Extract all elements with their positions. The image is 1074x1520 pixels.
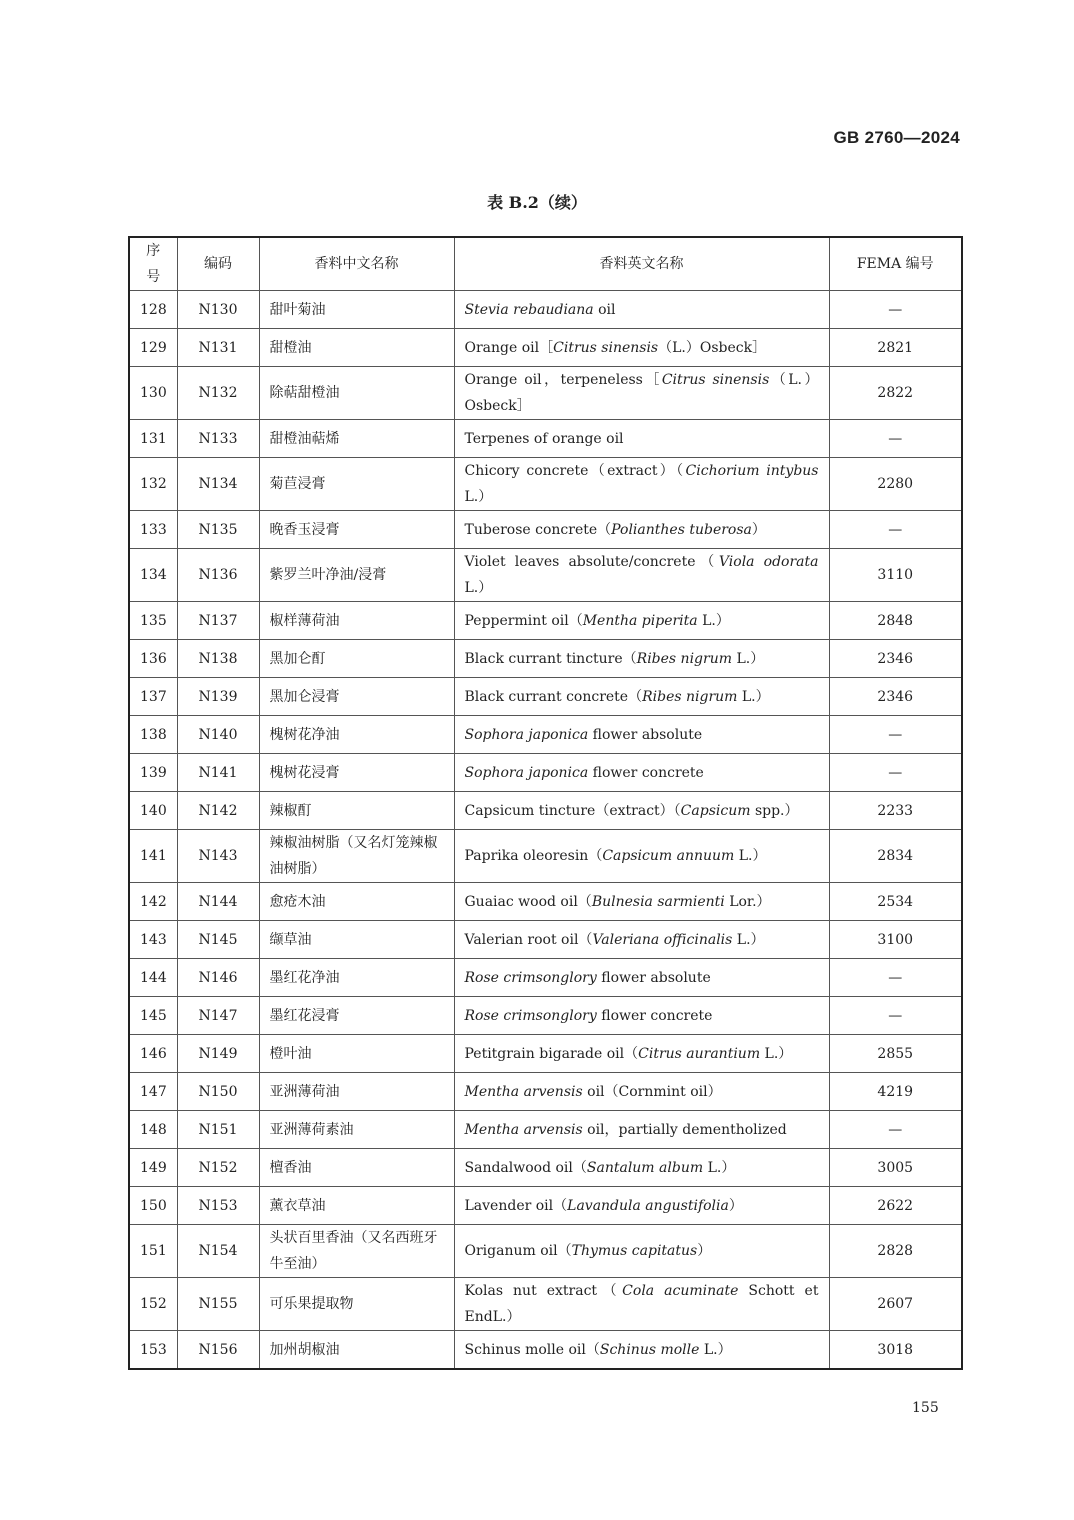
cell-fema: — <box>829 959 962 997</box>
cell-code: N145 <box>177 921 259 959</box>
en-text: L.） <box>734 848 767 864</box>
cell-no: 145 <box>129 997 177 1035</box>
en-text: Paprika oleoresin（ <box>464 848 603 864</box>
cell-fema: 3005 <box>829 1149 962 1187</box>
table-row <box>129 883 962 921</box>
en-text: spp.） <box>750 802 799 819</box>
cell-no: 129 <box>129 329 177 367</box>
table-row <box>129 1073 962 1111</box>
table-row <box>129 1331 962 1370</box>
cell-fema: 2233 <box>829 792 962 830</box>
en-text: flower concrete <box>596 1007 713 1024</box>
table-row <box>129 367 962 420</box>
col-header-code: 编码 <box>177 237 259 291</box>
table-row <box>129 921 962 959</box>
table-row <box>129 1187 962 1225</box>
cell-no: 132 <box>129 458 177 511</box>
table-row <box>129 1111 962 1149</box>
cell-fema: 3100 <box>829 921 962 959</box>
latin-name: Santalum album <box>586 1159 704 1176</box>
en-text: Orange oil［ <box>464 339 554 356</box>
cell-en-name <box>454 883 829 921</box>
en-text: L.） <box>737 688 770 705</box>
cell-no: 128 <box>129 291 177 329</box>
cell-code: N151 <box>177 1111 259 1149</box>
en-text: L.） <box>464 580 493 596</box>
cell-en-name <box>454 1187 829 1225</box>
cell-code: N138 <box>177 640 259 678</box>
cell-code: N141 <box>177 754 259 792</box>
cell-fema: 2828 <box>829 1225 962 1278</box>
cell-en-name <box>454 1073 829 1111</box>
cell-no: 138 <box>129 716 177 754</box>
cell-code: N149 <box>177 1035 259 1073</box>
latin-name: Cola acuminate <box>622 1283 739 1299</box>
cell-en-name <box>454 921 829 959</box>
col-header-cn-name: 香料中文名称 <box>259 237 454 291</box>
cell-no: 150 <box>129 1187 177 1225</box>
cell-no: 137 <box>129 678 177 716</box>
en-text: Schinus molle oil（ <box>464 1341 600 1358</box>
latin-name: Mentha arvensis <box>464 1083 583 1100</box>
cell-code: N152 <box>177 1149 259 1187</box>
cell-cn-name: 菊苣浸膏 <box>259 458 454 511</box>
cell-en-name <box>454 458 829 511</box>
table-row <box>129 1225 962 1278</box>
cell-code: N136 <box>177 549 259 602</box>
table-row <box>129 511 962 549</box>
cell-code: N132 <box>177 367 259 420</box>
cell-fema: 2346 <box>829 678 962 716</box>
cell-no: 142 <box>129 883 177 921</box>
en-text: Guaiac wood oil（ <box>464 893 592 910</box>
cell-no: 144 <box>129 959 177 997</box>
table-row <box>129 420 962 458</box>
table-row <box>129 959 962 997</box>
cell-fema: 2622 <box>829 1187 962 1225</box>
cell-cn-name: 头状百里香油（又名西班牙牛至油） <box>259 1225 454 1278</box>
table-row <box>129 997 962 1035</box>
cell-cn-name: 晚香玉浸膏 <box>259 511 454 549</box>
flavor-table <box>128 236 963 1370</box>
cell-no: 131 <box>129 420 177 458</box>
en-text: （L.）Osbeck］ <box>464 372 819 414</box>
cell-cn-name: 墨红花浸膏 <box>259 997 454 1035</box>
cell-fema: 3018 <box>829 1331 962 1370</box>
cell-fema: 2848 <box>829 602 962 640</box>
cell-fema: 2280 <box>829 458 962 511</box>
cell-en-name <box>454 291 829 329</box>
cell-fema: 2834 <box>829 830 962 883</box>
cell-code: N153 <box>177 1187 259 1225</box>
cell-cn-name: 檀香油 <box>259 1149 454 1187</box>
cell-code: N143 <box>177 830 259 883</box>
cell-fema: 2855 <box>829 1035 962 1073</box>
latin-name: Bulnesia sarmienti <box>591 893 725 910</box>
latin-name: Stevia rebaudiana <box>464 301 594 318</box>
cell-cn-name: 椒样薄荷油 <box>259 602 454 640</box>
cell-en-name <box>454 1331 829 1370</box>
cell-cn-name: 黑加仑酊 <box>259 640 454 678</box>
cell-en-name <box>454 602 829 640</box>
cell-cn-name: 辣椒酊 <box>259 792 454 830</box>
en-text: Orange oil，terpeneless［ <box>464 372 662 388</box>
cell-cn-name: 辣椒油树脂（又名灯笼辣椒油树脂） <box>259 830 454 883</box>
cell-code: N156 <box>177 1331 259 1370</box>
cell-en-name <box>454 678 829 716</box>
latin-name: Rose crimsonglory <box>464 1007 597 1024</box>
cell-en-name <box>454 997 829 1035</box>
cell-en-name <box>454 792 829 830</box>
latin-name: Mentha arvensis <box>464 1121 583 1138</box>
cell-fema: 2821 <box>829 329 962 367</box>
en-text: Lor.） <box>724 893 771 910</box>
table-header-row <box>129 237 962 291</box>
en-text: oil（Cornmint oil） <box>582 1083 722 1100</box>
en-text: ） <box>728 1197 743 1214</box>
en-text: flower absolute <box>588 726 703 743</box>
cell-no: 149 <box>129 1149 177 1187</box>
cell-fema: 4219 <box>829 1073 962 1111</box>
cell-en-name <box>454 959 829 997</box>
cell-en-name <box>454 1035 829 1073</box>
cell-no: 141 <box>129 830 177 883</box>
cell-code: N150 <box>177 1073 259 1111</box>
en-text: Black currant tincture（ <box>464 650 637 667</box>
cell-no: 130 <box>129 367 177 420</box>
cell-fema: — <box>829 754 962 792</box>
table-body <box>129 291 962 1370</box>
table-row <box>129 549 962 602</box>
latin-name: Thymus capitatus <box>571 1243 698 1259</box>
en-text: L.） <box>732 931 765 948</box>
cell-cn-name: 可乐果提取物 <box>259 1278 454 1331</box>
table-row <box>129 1278 962 1331</box>
en-text: Sandalwood oil（ <box>464 1159 587 1176</box>
cell-code: N146 <box>177 959 259 997</box>
en-text: Petitgrain bigarade oil（ <box>464 1045 639 1062</box>
cell-code: N140 <box>177 716 259 754</box>
table-row <box>129 830 962 883</box>
table-row <box>129 329 962 367</box>
cell-en-name <box>454 511 829 549</box>
latin-name: Ribes nigrum <box>642 688 738 705</box>
cell-no: 147 <box>129 1073 177 1111</box>
cell-no: 140 <box>129 792 177 830</box>
latin-name: Viola odorata <box>718 554 819 570</box>
cell-cn-name: 愈疮木油 <box>259 883 454 921</box>
cell-en-name <box>454 1111 829 1149</box>
cell-code: N135 <box>177 511 259 549</box>
table-row <box>129 640 962 678</box>
en-text: ） <box>697 1243 712 1259</box>
cell-en-name <box>454 754 829 792</box>
latin-name: Sophora japonica <box>464 764 589 781</box>
en-text: L.） <box>760 1045 793 1062</box>
en-text: Lavender oil（ <box>464 1197 568 1214</box>
cell-fema: 2346 <box>829 640 962 678</box>
latin-name: Cichorium intybus <box>685 463 819 479</box>
cell-no: 153 <box>129 1331 177 1370</box>
en-text: Valerian root oil（ <box>464 931 593 948</box>
cell-en-name <box>454 549 829 602</box>
cell-cn-name: 加州胡椒油 <box>259 1331 454 1370</box>
cell-en-name <box>454 830 829 883</box>
table-row <box>129 602 962 640</box>
en-text: Black currant concrete（ <box>464 688 643 705</box>
en-text: Chicory concrete（extract）（ <box>464 463 686 479</box>
en-text: flower absolute <box>596 969 711 986</box>
cell-cn-name: 亚洲薄荷油 <box>259 1073 454 1111</box>
latin-name: Capsicum <box>680 802 751 819</box>
latin-name: Capsicum annuum <box>602 848 735 864</box>
latin-name: Citrus sinensis <box>553 339 659 356</box>
cell-no: 151 <box>129 1225 177 1278</box>
cell-en-name <box>454 329 829 367</box>
en-text: Origanum oil（ <box>464 1243 572 1259</box>
cell-cn-name: 甜叶菊油 <box>259 291 454 329</box>
cell-code: N144 <box>177 883 259 921</box>
table-row <box>129 458 962 511</box>
latin-name: Schinus molle <box>599 1341 700 1358</box>
cell-fema: 2607 <box>829 1278 962 1331</box>
cell-en-name <box>454 1278 829 1331</box>
page-number: 155 <box>912 1400 939 1416</box>
cell-fema: — <box>829 420 962 458</box>
cell-cn-name: 除萜甜橙油 <box>259 367 454 420</box>
col-header-en-name: 香料英文名称 <box>454 237 829 291</box>
latin-name: Citrus sinensis <box>661 372 770 388</box>
cell-no: 134 <box>129 549 177 602</box>
cell-fema: 2534 <box>829 883 962 921</box>
cell-no: 133 <box>129 511 177 549</box>
col-header-fema: FEMA 编号 <box>829 237 962 291</box>
cell-cn-name: 紫罗兰叶净油/浸膏 <box>259 549 454 602</box>
latin-name: Rose crimsonglory <box>464 969 597 986</box>
latin-name: Polianthes tuberosa <box>611 521 752 538</box>
en-text: oil，partially dementholized <box>582 1121 787 1138</box>
cell-no: 139 <box>129 754 177 792</box>
latin-name: Sophora japonica <box>464 726 589 743</box>
cell-code: N154 <box>177 1225 259 1278</box>
en-text: Kolas nut extract（ <box>464 1283 623 1299</box>
cell-en-name <box>454 1225 829 1278</box>
en-text: （L.）Osbeck］ <box>658 339 767 356</box>
en-text: Capsicum tincture（extract）（ <box>464 802 681 819</box>
cell-code: N147 <box>177 997 259 1035</box>
table-title: 表 B.2（续） <box>487 193 587 212</box>
en-text: L.） <box>703 1159 736 1176</box>
table-row <box>129 678 962 716</box>
cell-fema: — <box>829 291 962 329</box>
cell-en-name <box>454 640 829 678</box>
latin-name: Citrus aurantium <box>638 1045 761 1062</box>
cell-cn-name: 缬草油 <box>259 921 454 959</box>
cell-cn-name: 黑加仑浸膏 <box>259 678 454 716</box>
cell-code: N155 <box>177 1278 259 1331</box>
cell-code: N131 <box>177 329 259 367</box>
cell-cn-name: 橙叶油 <box>259 1035 454 1073</box>
en-text: flower concrete <box>588 764 704 781</box>
en-text: L.） <box>697 612 730 629</box>
cell-fema: — <box>829 1111 962 1149</box>
en-text: Terpenes of orange oil <box>464 430 624 447</box>
en-text: Peppermint oil（ <box>464 612 583 629</box>
cell-en-name <box>454 367 829 420</box>
cell-no: 143 <box>129 921 177 959</box>
cell-code: N137 <box>177 602 259 640</box>
cell-cn-name: 亚洲薄荷素油 <box>259 1111 454 1149</box>
cell-fema: — <box>829 997 962 1035</box>
cell-no: 148 <box>129 1111 177 1149</box>
cell-cn-name: 墨红花净油 <box>259 959 454 997</box>
en-text: Tuberose concrete（ <box>464 521 612 538</box>
cell-cn-name: 甜橙油萜烯 <box>259 420 454 458</box>
latin-name: Valeriana officinalis <box>592 931 733 948</box>
cell-no: 146 <box>129 1035 177 1073</box>
cell-code: N130 <box>177 291 259 329</box>
table-row <box>129 792 962 830</box>
en-text: L.） <box>464 489 493 505</box>
cell-fema: — <box>829 716 962 754</box>
latin-name: Lavandula angustifolia <box>567 1197 729 1214</box>
col-header-no: 序号 <box>129 237 177 291</box>
en-text: L.） <box>699 1341 732 1358</box>
cell-cn-name: 槐树花浸膏 <box>259 754 454 792</box>
en-text: oil <box>593 301 616 318</box>
cell-code: N142 <box>177 792 259 830</box>
cell-no: 136 <box>129 640 177 678</box>
cell-cn-name: 薰衣草油 <box>259 1187 454 1225</box>
cell-fema: 3110 <box>829 549 962 602</box>
table-row <box>129 291 962 329</box>
cell-code: N139 <box>177 678 259 716</box>
table-row <box>129 716 962 754</box>
en-text: ） <box>751 521 766 538</box>
table-row <box>129 1035 962 1073</box>
cell-en-name <box>454 1149 829 1187</box>
cell-cn-name: 槐树花净油 <box>259 716 454 754</box>
en-text: L.） <box>732 650 765 667</box>
cell-code: N133 <box>177 420 259 458</box>
cell-fema: — <box>829 511 962 549</box>
cell-fema: 2822 <box>829 367 962 420</box>
standard-number: GB 2760—2024 <box>833 128 960 147</box>
en-text: Violet leaves absolute/concrete（ <box>464 554 719 570</box>
table-row <box>129 754 962 792</box>
table-row <box>129 1149 962 1187</box>
en-text: Schott et EndL.） <box>464 1283 819 1325</box>
latin-name: Mentha piperita <box>582 612 698 629</box>
cell-code: N134 <box>177 458 259 511</box>
cell-cn-name: 甜橙油 <box>259 329 454 367</box>
latin-name: Ribes nigrum <box>636 650 732 667</box>
cell-no: 135 <box>129 602 177 640</box>
cell-no: 152 <box>129 1278 177 1331</box>
cell-en-name <box>454 716 829 754</box>
cell-en-name <box>454 420 829 458</box>
